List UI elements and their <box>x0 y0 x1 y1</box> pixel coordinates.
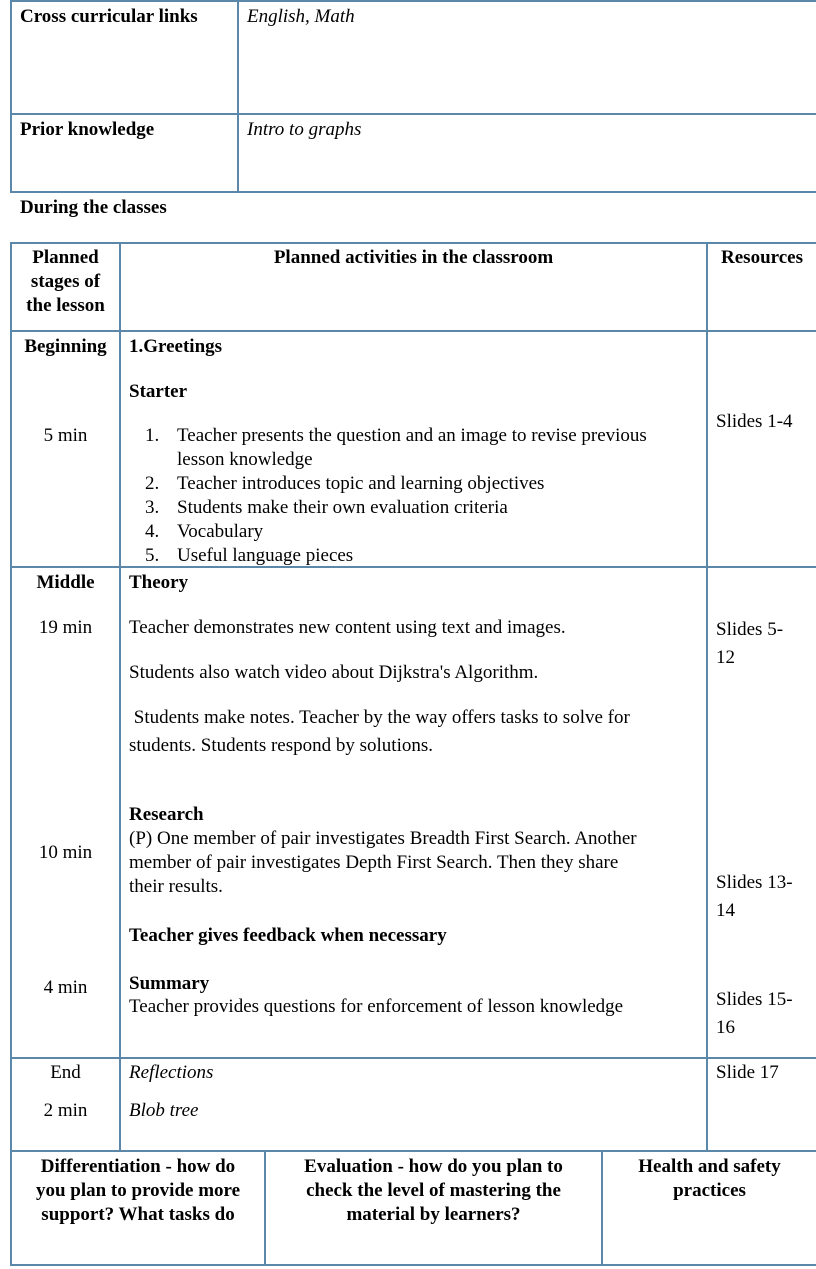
stage-middle: Middle <box>36 572 95 593</box>
greetings-heading: 1.Greetings <box>129 336 223 357</box>
list-item-text: Students make their own evaluation criteria <box>177 497 508 518</box>
research-line-3: their results. <box>129 876 223 897</box>
lesson-table-header-divider <box>10 330 816 332</box>
feedback-heading: Teacher gives feedback when necessary <box>129 925 447 946</box>
list-item-text: Useful language pieces <box>177 545 354 566</box>
starter-list <box>131 424 706 568</box>
lesson-table-col1-divider <box>119 242 121 1150</box>
section-title: During the classes <box>20 197 167 218</box>
stage-beginning: Beginning <box>24 336 107 357</box>
list-item-text: Teacher introduces topic and learning objectives <box>177 473 545 494</box>
research-heading: Research <box>129 804 204 825</box>
resource-end: Slide 17 <box>716 1062 779 1083</box>
resource-middle-theory-line1: Slides 5- <box>716 619 784 640</box>
resource-middle-research-line2: 14 <box>716 900 735 921</box>
list-item-text: Teacher presents the question and an image to revise previous <box>177 425 647 446</box>
lesson-table-middle-divider <box>10 1057 816 1059</box>
top-table-border-top <box>10 0 816 2</box>
theory-paragraph-3-line1: Students make notes. Teacher by the way offers tasks to solve for <box>129 707 630 728</box>
end-activity-blob-tree: Blob tree <box>129 1100 199 1121</box>
cross-curricular-label: Cross curricular links <box>20 6 198 27</box>
list-item-text-continued: lesson knowledge <box>177 449 313 470</box>
resource-middle-summary <box>716 986 793 1042</box>
resource-middle-summary-line2: 16 <box>716 1017 735 1038</box>
summary-text: Teacher provides questions for enforcement of lesson knowledge <box>129 996 624 1017</box>
time-middle-theory: 19 min <box>38 617 93 638</box>
resource-beginning: Slides 1-4 <box>716 411 793 432</box>
prior-knowledge-value: Intro to graphs <box>247 119 362 140</box>
cross-curricular-value: English, Math <box>247 6 355 27</box>
evaluation-heading <box>266 1155 601 1227</box>
resource-middle-summary-line1: Slides 15- <box>716 989 793 1010</box>
header-stages-line3: the lesson <box>26 295 105 316</box>
list-item <box>131 496 706 520</box>
bottom-table-border-bottom <box>10 1264 816 1266</box>
theory-paragraph-1: Teacher demonstrates new content using text and images. <box>129 617 566 638</box>
time-end: 2 min <box>43 1100 88 1121</box>
header-stages-line1: Planned <box>32 247 99 268</box>
list-item <box>131 424 706 472</box>
resource-middle-research-line1: Slides 13- <box>716 872 793 893</box>
research-line-2: member of pair investigates Depth First Search. Then they share <box>129 852 619 873</box>
lesson-table-border-top <box>10 242 816 244</box>
stage-end: End <box>50 1062 81 1083</box>
evaluation-line1: Evaluation - how do you plan to <box>304 1156 563 1177</box>
theory-heading: Theory <box>129 572 189 593</box>
time-beginning: 5 min <box>43 425 88 446</box>
list-item-number: 2. <box>145 473 160 494</box>
top-table-border-bottom <box>10 191 816 193</box>
differentiation-line2: you plan to provide more <box>35 1180 241 1201</box>
bottom-table-border-top <box>10 1150 816 1152</box>
list-item <box>131 544 706 568</box>
health-safety-heading <box>603 1155 816 1203</box>
time-middle-summary: 4 min <box>43 977 88 998</box>
top-table-divider <box>10 113 816 115</box>
resource-middle-research <box>716 869 793 925</box>
header-activities: Planned activities in the classroom <box>273 247 554 268</box>
summary-heading: Summary <box>129 973 210 994</box>
list-item <box>131 520 706 544</box>
list-item-number: 5. <box>145 545 160 566</box>
starter-heading: Starter <box>129 381 188 402</box>
evaluation-line3: material by learners? <box>346 1204 521 1225</box>
evaluation-line2: check the level of mastering the <box>306 1180 561 1201</box>
end-activity-reflections: Reflections <box>129 1062 214 1083</box>
header-resources: Resources <box>721 247 803 268</box>
resource-middle-theory-line2: 12 <box>716 647 735 668</box>
top-table-border-left <box>10 0 12 193</box>
research-line-1: (P) One member of pair investigates Breadth First Search. Another <box>129 828 637 849</box>
prior-knowledge-label: Prior knowledge <box>20 119 155 140</box>
list-item-number: 3. <box>145 497 160 518</box>
list-item-text: Vocabulary <box>177 521 264 542</box>
list-item <box>131 472 706 496</box>
lesson-table-border-left <box>10 242 12 1150</box>
health-line2: practices <box>673 1180 746 1201</box>
list-item-number: 4. <box>145 521 160 542</box>
resource-middle-theory <box>716 616 783 672</box>
differentiation-line3: support? What tasks do <box>41 1204 235 1225</box>
health-line1: Health and safety <box>638 1156 781 1177</box>
header-stages-line2: stages of <box>30 271 101 292</box>
differentiation-line1: Differentiation - how do <box>40 1156 236 1177</box>
header-stages <box>12 246 119 318</box>
lesson-table-col2-divider <box>706 242 708 1150</box>
time-middle-research: 10 min <box>38 842 93 863</box>
differentiation-heading <box>12 1155 264 1227</box>
theory-paragraph-2: Students also watch video about Dijkstra's Algorithm. <box>129 662 539 683</box>
top-table-col-divider <box>237 0 239 193</box>
list-item-number: 1. <box>145 425 160 446</box>
theory-paragraph-3-line2: students. Students respond by solutions. <box>129 735 434 756</box>
